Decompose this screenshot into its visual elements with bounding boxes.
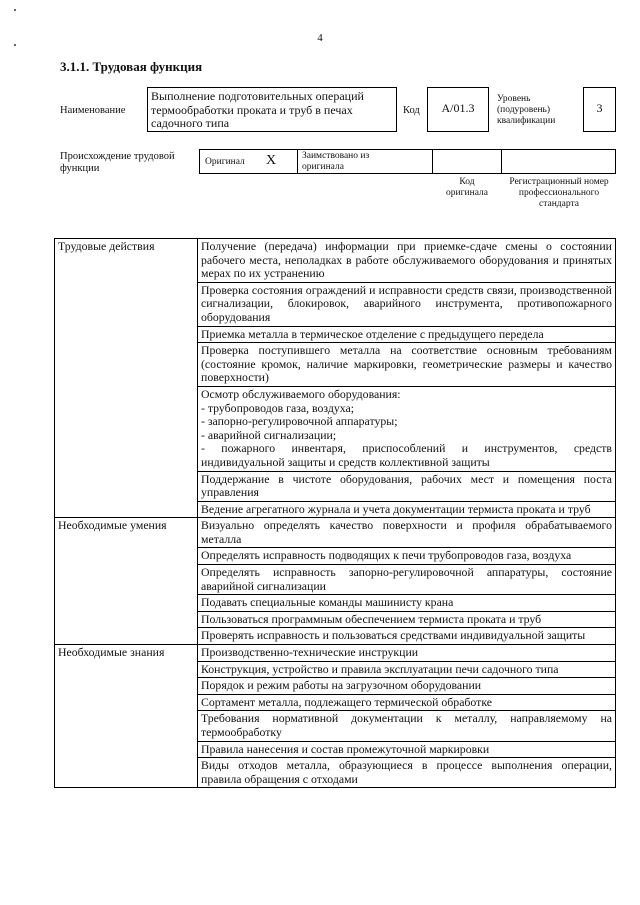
- item-cell: Подавать специальные команды машинисту крана: [198, 595, 616, 612]
- section-title: 3.1.1. Трудовая функция: [60, 59, 203, 74]
- item-cell: Правила нанесения и состав промежуточной маркировки: [198, 741, 616, 758]
- item-cell: [198, 386, 616, 471]
- table-row: [55, 645, 616, 662]
- item-cell: Визуально определять качество поверхности и профиля обрабатываемого металла: [198, 518, 616, 548]
- item-cell: Проверять исправность и пользоваться средствами индивидуальной защиты: [198, 628, 616, 645]
- function-table: [54, 238, 616, 788]
- borrowed-label: Заимствовано из оригинала: [302, 151, 370, 172]
- item-cell: Сортамент металла, подлежащего термической обработке: [198, 694, 616, 711]
- item-line: - запорно-регулировочной аппаратуры;: [201, 414, 398, 429]
- scan-speck: [14, 9, 16, 11]
- item-line: - трубопроводов газа, воздуха;: [201, 400, 355, 415]
- origin-row: [199, 149, 616, 174]
- item-cell: Требования нормативной документации к металлу, направляемому на термообработку: [198, 711, 616, 741]
- item-cell: Определять исправность подводящих к печи трубопроводов газа, воздуха: [198, 548, 616, 565]
- item-cell: Производственно-технические инструкции: [198, 645, 616, 662]
- name-label: Наименование: [60, 105, 126, 116]
- item-cell: Пользоваться программным обеспечением термиста проката и труб: [198, 611, 616, 628]
- item-cell: Приемка металла в термическое отделение с предыдущего передела: [198, 326, 616, 343]
- original-mark: Х: [266, 153, 277, 168]
- category-cell: Необходимые умения: [55, 518, 198, 645]
- level-label: Уровень (подуровень) квалификации: [497, 94, 556, 126]
- page-number: 4: [317, 32, 323, 44]
- category-cell: Трудовые действия: [55, 239, 198, 518]
- table-row: [55, 239, 616, 283]
- code-caption: Код оригинала: [446, 177, 488, 198]
- item-line: - аварийной сигнализации;: [201, 427, 337, 442]
- reg-caption: Регистрационный номер профессионального стандарта: [509, 177, 609, 209]
- table-row: [55, 518, 616, 548]
- item-cell: Порядок и режим работы на загрузочном оборудовании: [198, 678, 616, 695]
- level-value-box: 3: [583, 87, 616, 132]
- item-cell: Проверка состояния ограждений и исправности средств связи, производственной сигнализации, блокировок, аварийного инструмента, противопожарного оборудования: [198, 282, 616, 326]
- item-cell: Проверка поступившего металла на соответствие основным требованиям (состояние кромок, наличие маркировки, геометрические размеры и качество поверхности): [198, 343, 616, 387]
- item-cell: Определять исправность запорно-регулировочной аппаратуры, состояние аварийной сигнализации: [198, 565, 616, 595]
- item-cell: Получение (передача) информации при приемке-сдаче смены о состоянии рабочего места, неполадках в работе обслуживаемого оборудования и принятых мерах по их устранению: [198, 239, 616, 283]
- code-value-box: А/01.3: [427, 87, 489, 132]
- item-line: Осмотр обслуживаемого оборудования:: [201, 386, 401, 401]
- original-label: Оригинал: [205, 157, 245, 167]
- origin-label: Происхождение трудовой функции: [60, 151, 175, 174]
- item-line: - пожарного инвентаря, приспособлений и инструментов, средств индивидуальной защиты и средств коллективной защиты: [201, 441, 612, 469]
- scan-speck: [14, 44, 16, 46]
- code-label: Код: [403, 105, 420, 116]
- name-value-box: Выполнение подготовительных операций термообработки проката и труб в печах садочного типа: [147, 87, 397, 132]
- category-cell: Необходимые знания: [55, 645, 198, 788]
- item-cell: Виды отходов металла, образующиеся в процессе выполнения операции, правила обращения с отходами: [198, 758, 616, 788]
- item-cell: Конструкция, устройство и правила эксплуатации печи садочного типа: [198, 661, 616, 678]
- item-cell: Ведение агрегатного журнала и учета документации термиста проката и труб: [198, 501, 616, 518]
- item-cell: Поддержание в чистоте оборудования, рабочих мест и помещения поста управления: [198, 471, 616, 501]
